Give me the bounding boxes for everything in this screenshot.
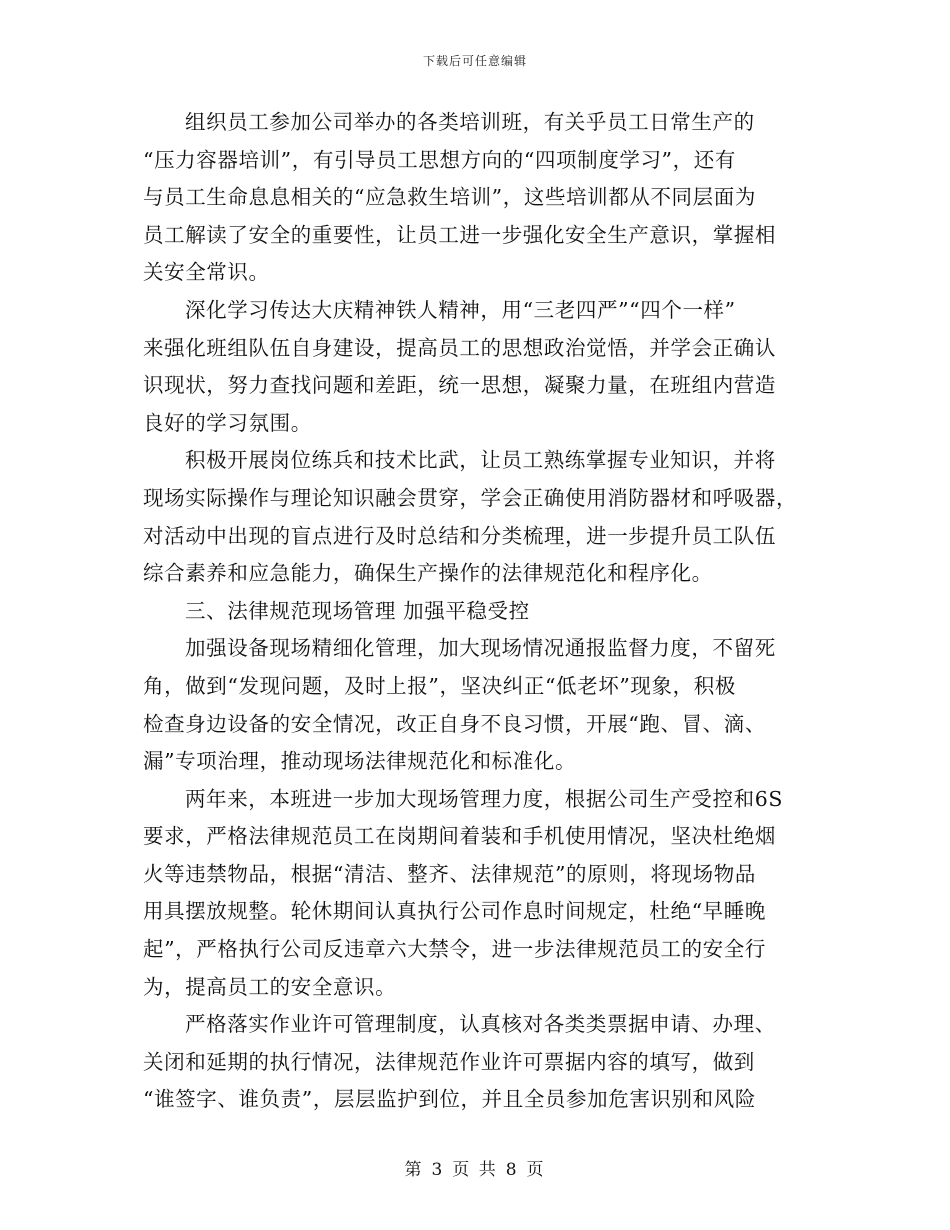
text-line: 综合素养和应急能力，确保生产操作的法律规范化和程序化。	[143, 561, 713, 586]
text-line: 三、法律规范现场管理 加强平稳受控	[185, 598, 530, 623]
footer-middle: 页 共	[452, 1160, 498, 1180]
page-footer	[0, 1155, 950, 1180]
text-line: 组织员工参加公司举办的各类培训班，有关乎员工日常生产的	[185, 110, 755, 134]
text-line: 识现状，努力查找问题和差距，统一思想，凝聚力量，在班组内营造	[143, 373, 776, 398]
text-line: 角，做到“发现问题，及时上报”，坚决纠正“低老坏”现象，积极	[143, 673, 736, 698]
text-line: 积极开展岗位练兵和技术比武，让员工熟练掌握专业知识，并将	[185, 448, 776, 473]
text-line: 要求，严格法律规范员工在岗期间着装和手机使用情况，坚决杜绝烟	[143, 824, 776, 849]
text-line: “谁签字、谁负责”，层层监护到位，并且全员参加危害识别和风险	[143, 1087, 756, 1112]
footer-suffix: 页	[526, 1160, 546, 1180]
footer-page-number: 3	[431, 1160, 445, 1180]
text-line: 检查身边设备的安全情况，改正自身不良习惯，开展“跑、冒、滴、	[143, 711, 766, 736]
text-line: 对活动中出现的盲点进行及时总结和分类梳理，进一步提升员工队伍	[143, 523, 776, 548]
text-line: 员工解读了安全的重要性，让员工进一步强化安全生产意识，掌握相	[143, 222, 776, 247]
footer-total-pages: 8	[505, 1160, 519, 1180]
text-line: 关闭和延期的执行情况，法律规范作业许可票据内容的填写，做到	[143, 1049, 755, 1074]
text-line: 起”，严格执行公司反违章六大禁令，进一步法律规范员工的安全行	[143, 937, 766, 962]
text-line: 关安全常识。	[143, 260, 270, 285]
text-line: 漏”专项治理，推动现场法律规范化和标准化。	[143, 749, 577, 774]
text-line: 加强设备现场精细化管理，加大现场情况通报监督力度，不留死	[185, 636, 776, 661]
body-text	[143, 104, 803, 1119]
text-line: 两年来，本班进一步加大现场管理力度，根据公司生产受控和6S	[185, 786, 783, 811]
text-line: 来强化班组队伍自身建设，提高员工的思想政治觉悟，并学会正确认	[143, 335, 776, 360]
text-line: 现场实际操作与理论知识融会贯穿，学会正确使用消防器材和呼吸器，	[143, 485, 798, 510]
text-line: 火等违禁物品，根据“清洁、整齐、法律规范”的原则，将现场物品	[143, 861, 756, 886]
text-line: 良好的学习氛围。	[143, 410, 312, 435]
text-line: 为，提高员工的安全意识。	[143, 974, 397, 999]
footer-prefix: 第	[404, 1160, 424, 1180]
page-header: 下载后可任意编辑	[422, 54, 527, 68]
text-line: 严格落实作业许可管理制度，认真核对各类类票据申请、办理、	[185, 1012, 776, 1037]
text-line: 用具摆放规整。轮休期间认真执行公司作息时间规定，杜绝“早睡晚	[143, 899, 766, 924]
text-line: 深化学习传达大庆精神铁人精神，用“三老四严”“四个一样”	[185, 297, 736, 322]
text-line: 与员工生命息息相关的“应急救生培训”，这些培训都从不同层面为	[143, 185, 756, 210]
text-line: “压力容器培训”，有引导员工思想方向的“四项制度学习”，还有	[143, 147, 736, 172]
